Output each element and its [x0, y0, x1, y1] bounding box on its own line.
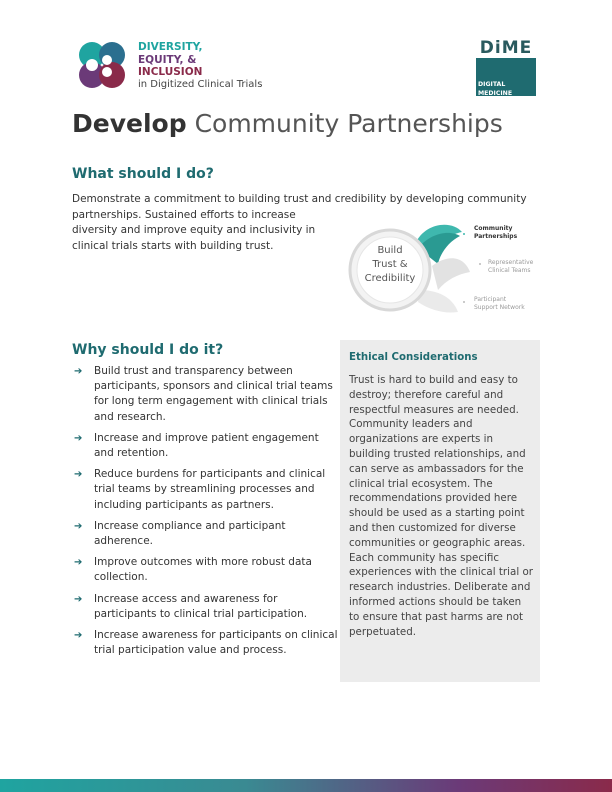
diagram-petal-representative: [432, 258, 470, 290]
arrow-right-icon: ➔: [74, 432, 83, 444]
diagram-label-participant-l2: Support Network: [474, 303, 525, 311]
diagram-label-participant-l1: Participant: [474, 296, 507, 303]
list-item: [74, 364, 339, 425]
arrow-right-icon: ➔: [74, 520, 83, 532]
list-item-text: Build trust and transparency between participants, sponsors and clinical trial teams for long term engagement with clinical trials and research.: [94, 365, 333, 423]
diagram-label-community-l2: Partnerships: [474, 232, 518, 240]
list-item-text: Increase awareness for participants on clinical trial participation value and process.: [94, 629, 338, 657]
ethical-considerations-panel: [340, 340, 540, 682]
arrow-right-icon: ➔: [74, 557, 83, 569]
what-line-4: clinical trials starts with building trust.: [72, 239, 274, 252]
diagram-center-line3: Credibility: [364, 273, 416, 284]
list-item: [74, 431, 339, 461]
list-item: [74, 628, 339, 658]
diagram-label-participant: [474, 296, 525, 311]
ethical-heading: Ethical Considerations: [349, 352, 478, 363]
list-item-text: Reduce burdens for participants and clinical trial teams by streamlining processes and including participants as partners.: [94, 468, 326, 511]
what-line-1: Demonstrate a commitment to building trust and credibility by developing community: [72, 193, 527, 205]
diagram-label-community: [474, 225, 517, 240]
why-list: [74, 364, 339, 664]
arrow-right-icon: ➔: [74, 366, 83, 377]
dei-logo-line2: EQUITY, &: [138, 53, 197, 66]
arrow-right-icon: ➔: [74, 593, 83, 605]
what-line-3: diversity and improve equity and inclusivity in: [72, 224, 316, 236]
list-item-text: Increase compliance and participant adherence.: [94, 519, 286, 548]
arrow-right-icon: ➔: [74, 630, 83, 642]
what-line-2: partnerships. Sustained efforts to increase: [72, 208, 296, 221]
dime-logo-mark: DiME: [479, 38, 533, 58]
diagram-label-representative-l1: Representative: [488, 259, 534, 266]
dei-logo-line4: in Digitized Clinical Trials: [138, 78, 263, 90]
arrow-right-icon: ➔: [74, 469, 83, 481]
dei-logo-line1: DIVERSITY,: [138, 41, 203, 53]
dime-logo-line1: DIGITAL: [478, 81, 506, 88]
page-title: [72, 109, 503, 138]
diagram-center-line2: Trust &: [372, 259, 408, 270]
dime-logo-box: [476, 58, 536, 106]
diagram-label-representative-l2: Clinical Teams: [488, 266, 531, 274]
dei-logo-text: [138, 41, 262, 91]
dei-logo-line3: INCLUSION: [138, 66, 203, 78]
list-item: [74, 467, 339, 513]
dime-logo-line2: MEDICINE: [478, 90, 513, 97]
list-item-text: Improve outcomes with more robust data collection.: [94, 556, 312, 584]
trust-diagram: [340, 214, 540, 324]
page-title-rest: Community Partnerships: [194, 109, 503, 138]
list-item-text: Increase access and awareness for participants to clinical trial participation.: [94, 592, 308, 620]
list-item: [74, 519, 339, 549]
page-title-bold: Develop: [72, 109, 187, 138]
what-heading: What should I do?: [72, 166, 214, 182]
footer-gradient-bar: [0, 779, 612, 792]
list-item: [74, 592, 339, 622]
ethical-body: Trust is hard to build and easy to destroy; therefore careful and respectful measures are needed. Community leaders and organizations are experts in building trusted relationships, and can serve as ambassadors for the clinical trial ecosystem. The recommendations provided here should be used as a starting point and then customized for diverse communities or geographic areas. Each community has specific experiences with the clinical trial or research industries. Deliberate and informed actions should be taken to ensure that past harms are not perpetuated.: [349, 374, 533, 638]
dime-logo-line3: SOCIETY: [478, 99, 508, 106]
diagram-label-representative: [488, 259, 533, 274]
diagram-center-text: [358, 244, 422, 286]
list-item: [74, 555, 339, 585]
dei-logo-mark: [72, 38, 132, 94]
list-item-text: Increase and improve patient engagement and retention.: [94, 431, 319, 460]
diagram-label-community-l1: Community: [474, 225, 513, 232]
why-heading: Why should I do it?: [72, 342, 224, 358]
diagram-center-line1: Build: [377, 245, 403, 256]
dime-logo: [476, 38, 536, 106]
